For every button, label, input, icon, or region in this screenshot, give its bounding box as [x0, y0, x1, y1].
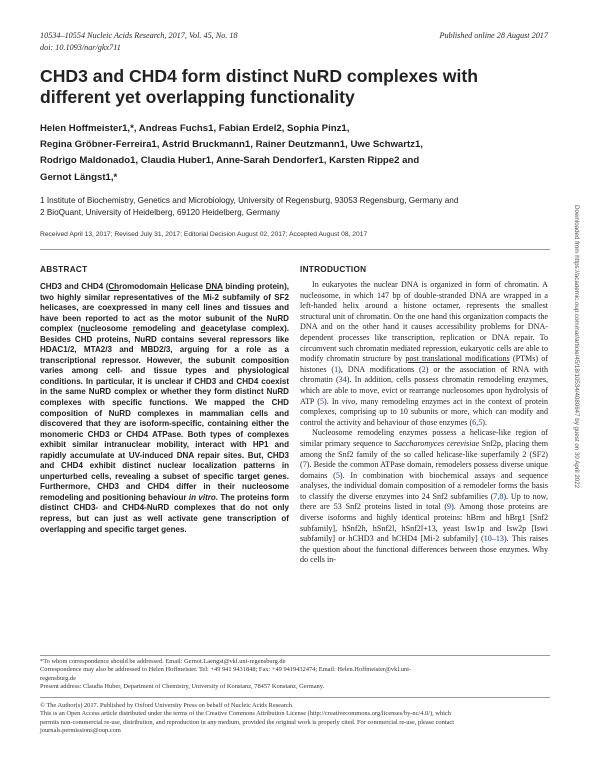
- journal-citation: 10534–10554 Nucleic Acids Research, 2017, Vol. 45, No. 18: [40, 31, 238, 40]
- introduction-text: [300, 280, 548, 566]
- copyright-line: © The Author(s) 2017. Published by Oxford University Press on behalf of Nucleic Acids Research.: [40, 702, 294, 709]
- reference-link[interactable]: 7,8: [493, 491, 504, 501]
- divider: [40, 249, 550, 250]
- reference-link[interactable]: 5: [319, 396, 324, 406]
- reference-link[interactable]: 10–13: [483, 534, 504, 544]
- affiliation: 2 BioQuant, University of Heidelberg, 69120 Heidelberg, Germany: [40, 208, 280, 217]
- reference-link[interactable]: 2: [421, 364, 426, 374]
- affiliation: 1 Institute of Biochemistry, Genetics and Microbiology, University of Regensburg, 93053 Regensburg, Germany and: [40, 196, 459, 205]
- present-address: Present address: Claudia Huber, Department of Chemistry, University of Konstanz, 78457 Konstanz, Germany.: [40, 682, 325, 690]
- correspondence-notes: [40, 658, 550, 691]
- reference-link[interactable]: 9: [447, 502, 452, 512]
- author-list: [40, 121, 540, 186]
- abstract-heading: ABSTRACT: [40, 265, 88, 274]
- download-note: Downloaded from https://academic.oup.com/nar/article/45/18/10534/4080647 by guest on 30 April 2022: [573, 205, 580, 489]
- received-dates: Received April 13, 2017; Revised July 31, 2017; Editorial Decision August 02, 2017; Accepted August 08, 2017: [40, 231, 368, 238]
- footnote-divider: [40, 655, 550, 656]
- doi: doi: 10.1093/nar/gkx711: [40, 43, 121, 52]
- correspondence: *To whom correspondence should be addressed. Email: Gernot.Laengst@vkl.uni-regensburg.de: [40, 658, 286, 665]
- intro-paragraph: In eukaryotes the nuclear DNA is organized in form of chromatin. A nucleosome, in which 147 bp of double-stranded DNA are wrapped in a left-handed helix around a histone octamer, represents the smallest structural unit of chromatin. On the one hand this organization compacts the DNA and on the other hand it causes accessibility problems for DNA-dependent processes like transcription, replication or DNA repair. To circumvent such chromatin mediated repression, eukaryotic cells are able to modify chromatin structure by post translational modifications (PTMs) of histones (1), DNA modifications (2) or the association of RNA with chromatin (34). In addition, cells possess chromatin remodeling enzymes, which are able to move, evict or rearrange nucleosomes upon hydrolysis of ATP (5). In vivo, many remodeling enzymes act in the context of protein complexes, comprising up to 10 subunits or more, which can modify and control the activity and behaviour of those enzymes (6,5).: [300, 280, 548, 427]
- abstract-text: CHD3 and CHD4 (Chromodomain Helicase DNA binding protein), two highly similar representatives of the Mi-2 subfamily of SF2 helicases, are coexpressed in many cell lines and tissues and have been reported to act as the motor subunit of the NuRD complex (nucleosome remodeling and deacetylase complex). Besides CHD proteins, NuRD contains several repressors like HDAC1/2, MTA2/3 and MBD2/3, arguing for a role as a transcriptional repressor. However, the subunit composition varies among cell- and tissue types and physiological conditions. In particular, it is unclear if CHD3 and CHD4 coexist in the same NuRD complex or whether they form distinct NuRD complexes with specific functions. We mapped the CHD composition of NuRD complexes in mammalian cells and discovered that they are isoform-specific, containing either the monomeric CHD3 or CHD4 ATPase. Both types of complexes exhibit similar intranuclear mobility, interact with HP1 and rapidly accumulate at UV-induced DNA repair sites. But, CHD3 and CHD4 exhibit distinct nuclear localization patterns in unperturbed cells, revealing a subset of specific target genes. Furthermore, CHD3 and CHD4 differ in their nucleosome remodeling and positioning behaviour in vitro. The proteins form distinct CHD3- and CHD4-NuRD complexes that do not only repress, but can just as well activate gene transcription of overlapping and specific target genes.: [40, 282, 289, 534]
- copyright-block: [40, 702, 550, 735]
- published-date: Published online 28 August 2017: [439, 31, 548, 40]
- intro-paragraph: Nucleosome remodeling enzymes possess a helicase-like region of similar primary sequence to Saccharomyces cerevisiae Snf2p, placing them among the Snf2 family of the so called helicase-like superfamily 2 (SF2) (7). Beside the common ATPase domain, remodelers possess diverse unique domains (5). In combination with biochemical assays and sequence analyses, the individual domain composition of a remodeler forms the basis to classify the diverse enzymes into 24 Snf2 subfamilies (7,8). Up to now, there are 53 Snf2 proteins listed in total (9). Among those proteins are diverse isoforms and highly identical proteins: hBrm and hBrg1 [Snf2 subfamily], hSnf2h, hSnf2l, hSnf2l+13, yeast Isw1p and Isw2p [Iswi subfamily] or hCHD3 and hCHD4 [Mi-2 subfamily] (10–13). This raises the question about the functional differences between those enzymes. Why do cells in-: [300, 428, 549, 565]
- license-line: This is an Open Access article distributed under the terms of the Creative Commons Attribution License (http://creativecommons.org/licenses/by-nc/4.0/), which: [40, 710, 451, 718]
- reference-link[interactable]: 34: [338, 375, 347, 385]
- introduction-heading: INTRODUCTION: [300, 265, 367, 274]
- reference-link[interactable]: 7: [302, 460, 307, 470]
- reference-link[interactable]: 5: [335, 470, 340, 480]
- reference-link[interactable]: 1: [334, 364, 339, 374]
- copyright-divider: [40, 697, 550, 698]
- article-title: CHD3 and CHD4 form distinct NuRD complexes with different yet overlapping functionality: [40, 66, 478, 107]
- reference-link[interactable]: 6,5: [472, 417, 483, 427]
- correspondence-secondary: Correspondence may also be addressed to Helen Hoffmeister. Tel: +49 941 9431848; Fax: +49 9419432474; Email: Helen.Hoffmeister@vkl.uni-: [40, 666, 411, 674]
- license-line: permits non-commercial re-use, distribution, and reproduction in any medium, provided the original work is properly cited. For commercial re-use, please contact: [40, 718, 455, 726]
- author-line: Rodrigo Maldonado1, Claudia Huber1, Anne-Sarah Dendorfer1, Karsten Rippe2 and: [40, 155, 420, 167]
- correspondence-secondary-cont: regensburg.de: [40, 674, 76, 682]
- permissions-email[interactable]: journals.permissions@oup.com: [40, 726, 121, 734]
- author-line: Gernot Längst1,*: [40, 171, 118, 183]
- author-line: Regina Gröbner-Ferreira1, Astrid Bruckmann1, Rainer Deutzmann1, Uwe Schwartz1,: [40, 139, 423, 151]
- author-line: Helen Hoffmeister1,*, Andreas Fuchs1, Fabian Erdel2, Sophia Pinz1,: [40, 123, 350, 134]
